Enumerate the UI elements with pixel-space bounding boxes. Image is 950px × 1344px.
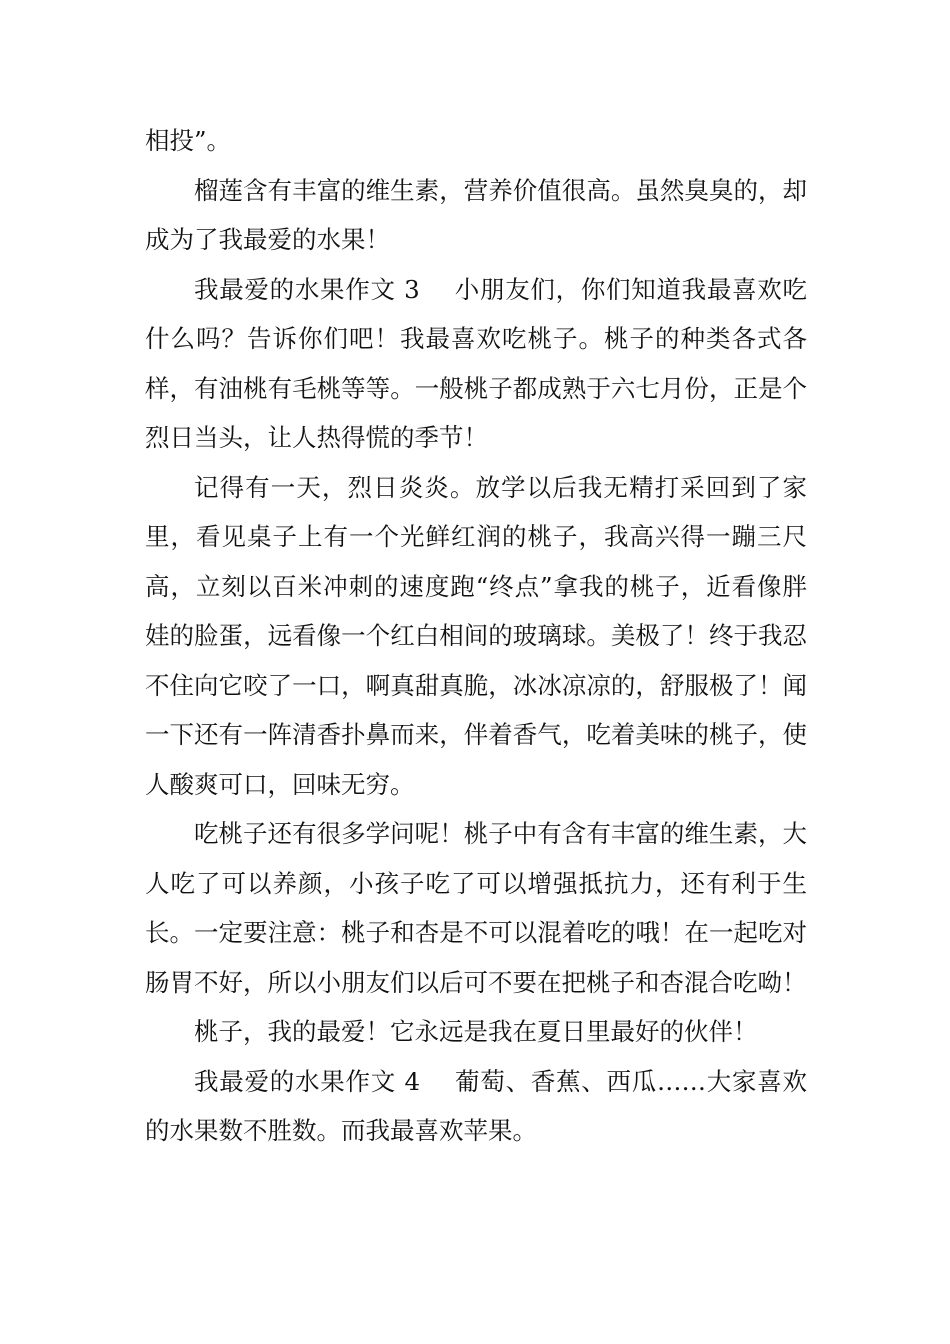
document-body	[145, 116, 807, 1156]
paragraph-6	[145, 1007, 807, 1057]
paragraph-7-text: 葡萄、香蕉、西瓜……大家喜欢的水果数不胜数。而我最喜欢苹果。	[145, 1066, 808, 1145]
paragraph-2-text: 榴莲含有丰富的维生素，营养价值很高。虽然臭臭的，却成为了我最爱的水果！	[145, 175, 807, 254]
paragraph-5-text: 吃桃子还有很多学问呢！桃子中有含有丰富的维生素，大人吃了可以养颜，小孩子吃了可以增强抵抗力，还有利于生长。一定要注意：桃子和杏是不可以混着吃的哦！在一起吃对肠胃不好，所以小朋友们以后可不要在把桃子和杏混合吃呦！	[145, 819, 807, 997]
paragraph-3-text: 小朋友们，你们知道我最喜欢吃什么吗？告诉你们吧！我最喜欢吃桃子。桃子的种类各式各样，有油桃有毛桃等等。一般桃子都成熟于六七月份，正是个烈日当头，让人热得慌的季节！	[145, 274, 807, 452]
paragraph-4-text: 记得有一天，烈日炎炎。放学以后我无精打采回到了家里，看见桌子上有一个光鲜红润的桃子，我高兴得一蹦三尺高，立刻以百米冲刺的速度跑“终点”拿我的桃子，近看像胖娃的脸蛋，远看像一个红白相间的玻璃球。美极了！终于我忍不住向它咬了一口，啊真甜真脆，冰冰凉凉的，舒服极了！闻一下还有一阵清香扑鼻而来，伴着香气，吃着美味的桃子，使人酸爽可口，回味无穷。	[145, 472, 807, 799]
paragraph-3	[145, 265, 807, 463]
paragraph-1-text: 相投”。	[145, 126, 232, 155]
paragraph-1	[145, 116, 807, 166]
paragraph-2	[145, 166, 807, 265]
essay-4-heading: 我最爱的水果作文 4	[194, 1066, 421, 1096]
paragraph-4	[145, 463, 807, 810]
paragraph-5	[145, 809, 807, 1007]
paragraph-7	[145, 1057, 807, 1156]
essay-3-heading: 我最爱的水果作文 3	[194, 274, 420, 304]
paragraph-6-text: 桃子，我的最爱！它永远是我在夏日里最好的伙伴！	[194, 1017, 758, 1046]
